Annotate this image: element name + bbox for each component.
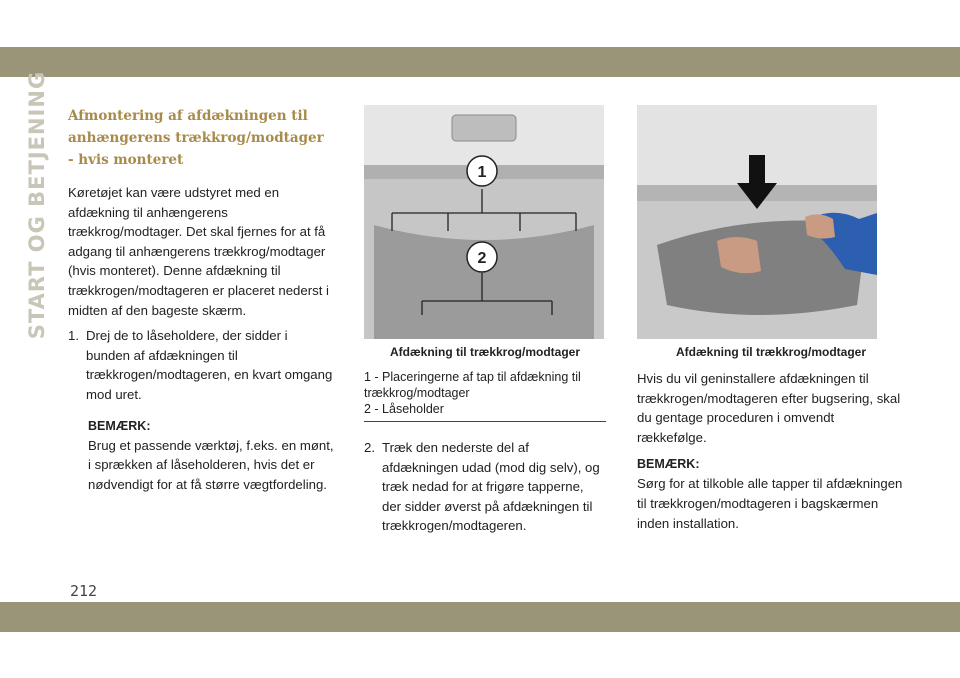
figure-2-caption: Afdækning til trækkrog/modtager: [675, 345, 866, 359]
note-2-text: Sørg for at tilkoble alle tapper til afdækningen til trækkrogen/modtageren i bagskærmen inden installation.: [637, 476, 903, 531]
removal-photo: [637, 105, 877, 339]
step-2: [364, 438, 606, 536]
legend-item-1: 1 - Placeringerne af tap til afdækning til trækkrog/modtager: [364, 370, 581, 400]
step-1: [68, 326, 334, 404]
note-2: [637, 455, 905, 533]
figure-1-legend: [364, 369, 606, 422]
note-1: [88, 417, 334, 495]
column-middle: [364, 105, 606, 548]
section-tab: [22, 70, 52, 340]
column-left: [68, 105, 334, 500]
step-2-text: Træk den nederste del af afdækningen udad (mod dig selv), og træk nedad for at frigøre tapperne, der sidder øverst på afdækningen til trækkrogen/modtageren.: [382, 440, 600, 534]
note-1-text: Brug et passende værktøj, f.eks. en mønt, i sprækken af låseholderen, hvis det er nødvendigt for at få større vægtfordeling.: [88, 437, 334, 492]
section-heading: Afmontering af afdækningen til anhængerens trækkrog/modtager - hvis monteret: [68, 108, 324, 168]
legend-item-2: 2 - Låseholder: [364, 402, 444, 416]
top-band: [0, 47, 960, 77]
reinstall-paragraph: Hvis du vil geninstallere afdækningen til trækkrogen/modtageren efter bugsering, skal du gentage proceduren i omvendt rækkefølge.: [637, 371, 901, 445]
license-light: [452, 115, 516, 141]
step-1-text: Drej de to låseholdere, der sidder i bunden af afdækningen til trækkrogen/modtageren, en kvart omgang mod uret.: [86, 328, 333, 402]
callout-2-label: 2: [477, 250, 487, 267]
figure-1-image: [364, 105, 604, 339]
callout-1-label: 1: [477, 164, 487, 181]
intro-paragraph: Køretøjet kan være udstyret med en afdækning til anhængerens trækkrog/modtager. Det skal fjernes for at få adgang til anhængerens trækkrog/modtager (hvis monteret). Denne afdækning til trækkrogen/modtageren er placeret nederst i midten af den bageste skærm.: [68, 185, 329, 318]
note-2-title: BEMÆRK:: [637, 457, 700, 472]
step-2-number: 2.: [364, 440, 375, 455]
column-right: [637, 105, 905, 539]
section-tab-label: START OG BETJENING: [25, 70, 49, 340]
right-hand: [805, 214, 835, 238]
tow-cover-diagram: [364, 105, 604, 339]
figure-1-caption: Afdækning til trækkrog/modtager: [389, 345, 580, 359]
note-1-title: BEMÆRK:: [88, 418, 151, 433]
bottom-band: [0, 602, 960, 632]
step-1-number: 1.: [68, 328, 79, 344]
page-number: 212: [70, 582, 98, 600]
left-hand: [717, 237, 761, 273]
figure-2-image: [637, 105, 877, 339]
